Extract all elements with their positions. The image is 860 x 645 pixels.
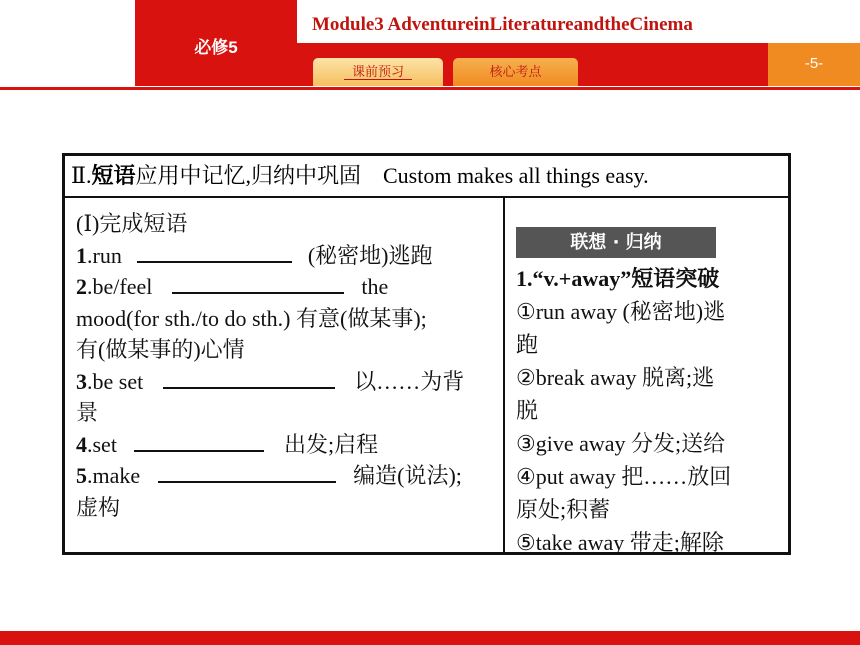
tab-key-points[interactable]	[453, 58, 578, 86]
section-title: (Ⅰ)完成短语	[76, 211, 188, 236]
module-title: Module3 AdventureinLiteratureandtheCinema	[312, 14, 693, 35]
phrase-item-5: 5.make 编造(说法);	[76, 463, 462, 488]
right-line-6: ④put away 把……放回	[516, 464, 732, 489]
heading-prefix: Ⅱ.	[71, 163, 92, 188]
phrase-item-1: 1.run (秘密地)逃跑	[76, 242, 433, 268]
heading-rest: 应用中记忆,归纳中巩固	[135, 163, 361, 188]
left-column	[76, 208, 496, 523]
phrase-item-3: 3.be set 以……为背	[76, 368, 465, 394]
box-heading	[65, 156, 788, 198]
right-line-7: 原处;积蓄	[516, 497, 611, 522]
answer-blank-3[interactable]	[163, 367, 335, 389]
phrase-item-2: 2.be/feel the	[76, 274, 389, 299]
phrase-item-5-cont: 虚构	[76, 494, 121, 520]
heading-motto: Custom makes all things easy.	[382, 163, 649, 188]
answer-blank-5[interactable]	[158, 461, 336, 483]
association-tag: 联想 · 归纳	[516, 227, 716, 258]
right-line-2: 跑	[516, 332, 539, 357]
header-left-blank	[0, 0, 135, 86]
footer-bar	[0, 631, 860, 645]
right-title: 1.“v.+away”短语突破	[516, 266, 720, 291]
header-underline	[0, 87, 860, 90]
right-line-4: 脱	[516, 398, 539, 423]
tab-preview-label: 课前预习	[344, 64, 412, 80]
right-line-8: ⑤take away 带走;解除	[516, 530, 724, 555]
page-number: -5-	[804, 55, 824, 72]
heading-bold: 短语	[91, 163, 136, 188]
right-line-5: ③give away 分发;送给	[516, 431, 726, 456]
phrase-item-2-cont: mood(for sth./to do sth.) 有意(做某事);	[76, 305, 427, 331]
right-line-3: ②break away 脱离;逃	[516, 365, 715, 390]
answer-blank-1[interactable]	[137, 241, 292, 263]
answer-blank-4[interactable]	[134, 430, 264, 452]
phrase-item-3-cont: 景	[76, 400, 99, 425]
column-divider	[503, 196, 505, 552]
right-column	[516, 224, 786, 559]
book-label-block	[135, 0, 297, 86]
phrase-box	[62, 153, 791, 555]
answer-blank-2[interactable]	[172, 272, 344, 294]
right-line-1: ①run away (秘密地)逃	[516, 299, 726, 324]
phrase-item-4: 4.set 出发;启程	[76, 431, 379, 457]
tab-preview[interactable]	[313, 58, 443, 86]
phrase-item-2-cont2: 有(做某事的)心情	[76, 337, 245, 362]
page-number-block	[768, 43, 860, 86]
book-label: 必修5	[194, 38, 238, 57]
tab-key-points-label: 核心考点	[489, 64, 542, 79]
